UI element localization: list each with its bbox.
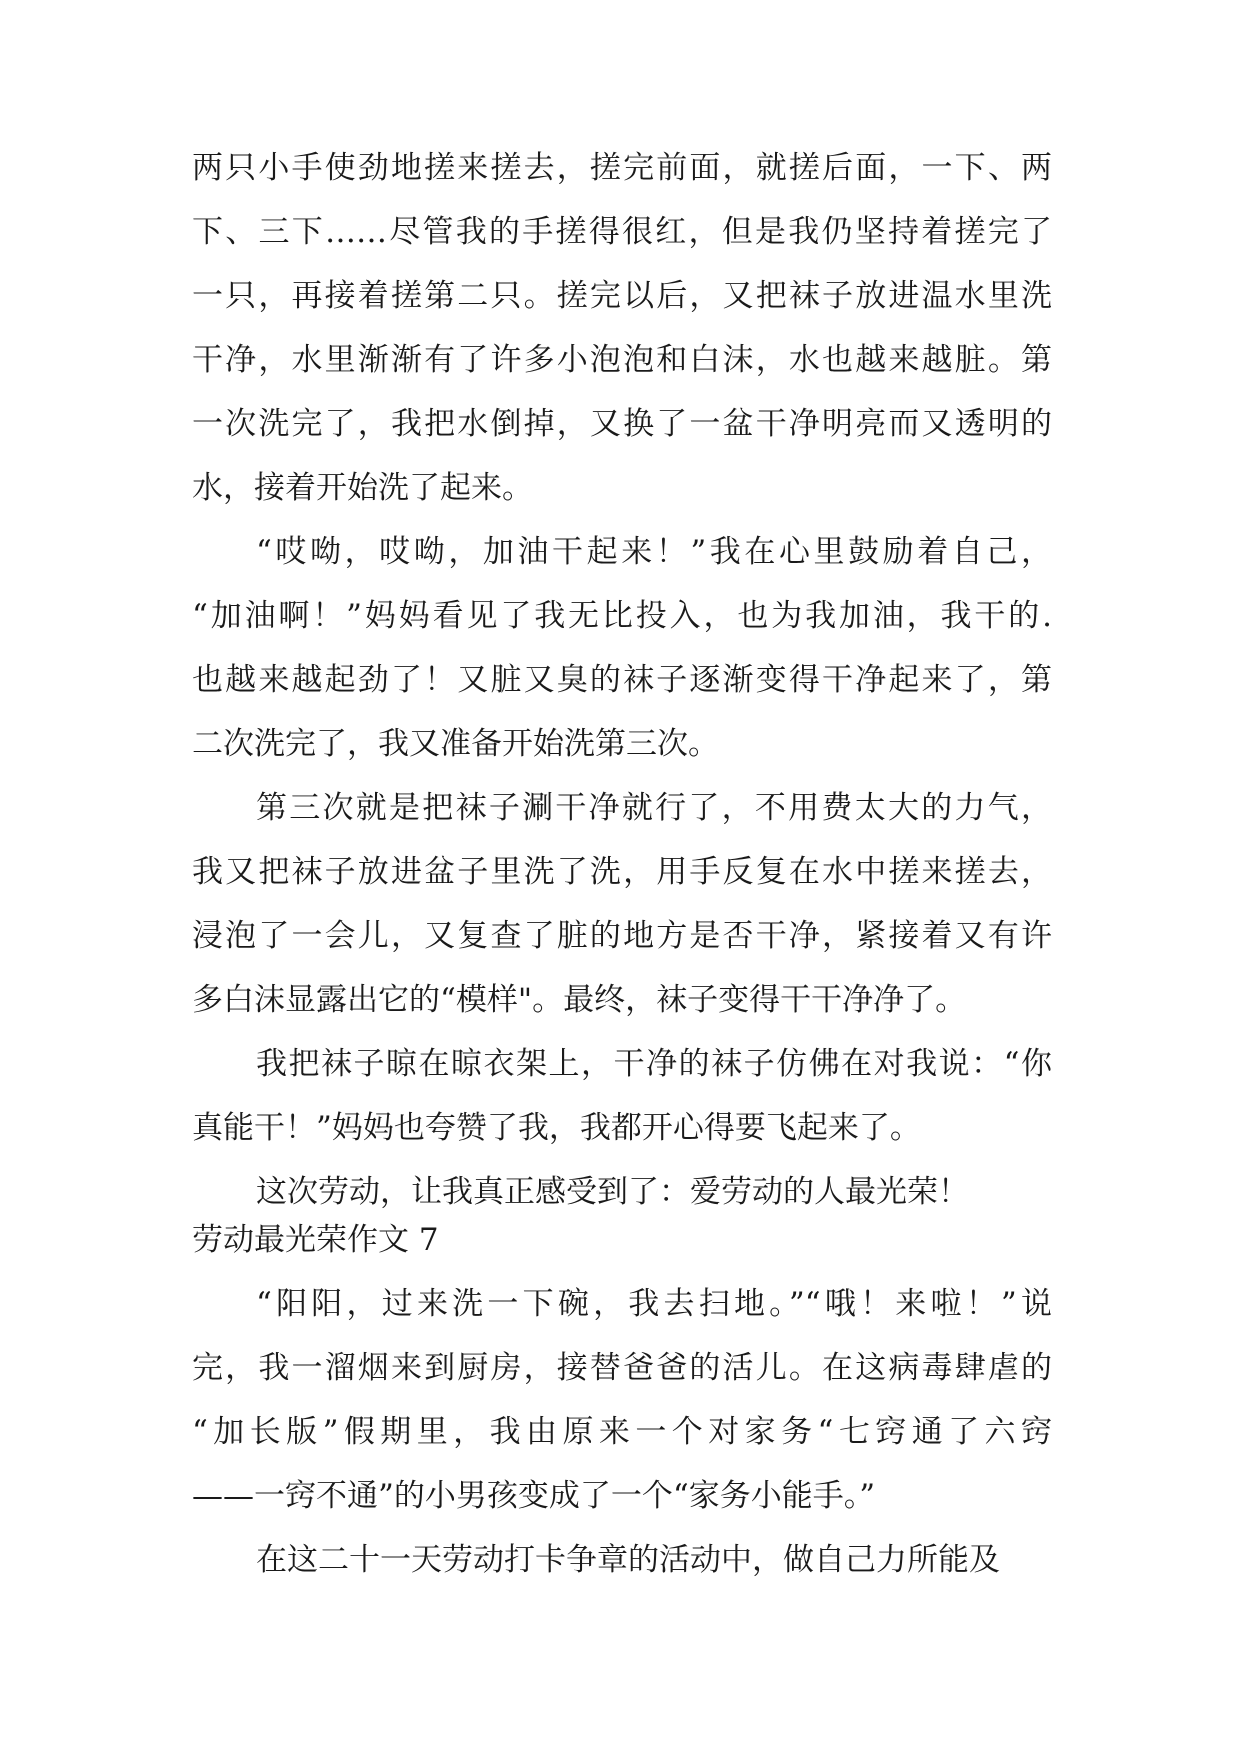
- paragraph-line: 我又把袜子放进盆子里洗了洗，用手反复在水中搓来搓去，: [192, 854, 1052, 890]
- section-paragraph-1: [192, 1272, 1052, 1528]
- paragraph-line: 也越来越起劲了！又脏又臭的袜子逐渐变得干净起来了，第: [192, 662, 1052, 698]
- paragraph-line: 干净，水里渐渐有了许多小泡泡和白沫，水也越来越脏。第: [192, 342, 1052, 378]
- paragraph-line: 一只，再接着搓第二只。搓完以后，又把袜子放进温水里洗: [192, 278, 1052, 314]
- paragraph-2: [192, 520, 1052, 776]
- paragraph-line: 下、三下……尽管我的手搓得很红，但是我仍坚持着搓完了: [192, 214, 1052, 250]
- paragraph-line: 两只小手使劲地搓来搓去，搓完前面，就搓后面，一下、两: [192, 150, 1052, 186]
- paragraph-line: “阳阳，过来洗一下碗，我去扫地。”“哦！来啦！”说: [256, 1286, 1052, 1322]
- paragraph-3: [192, 776, 1052, 1032]
- paragraph-line: 多白沫显露出它的“模样"。最终，袜子变得干干净净了。: [192, 982, 967, 1018]
- paragraph-line: 完，我一溜烟来到厨房，接替爸爸的活儿。在这病毒肆虐的: [192, 1350, 1052, 1386]
- paragraph-line: 水，接着开始洗了起来。: [192, 470, 533, 506]
- paragraph-line: 第三次就是把袜子涮干净就行了，不用费太大的力气，: [256, 790, 1052, 826]
- paragraph-line: “加长版”假期里，我由原来一个对家务“七窍通了六窍: [192, 1414, 1052, 1450]
- paragraph-line: 二次洗完了，我又准备开始洗第三次。: [192, 726, 719, 762]
- paragraph-line: “加油啊！”妈妈看见了我无比投入，也为我加油，我干的.: [192, 598, 1052, 634]
- paragraph-line: 一次洗完了，我把水倒掉，又换了一盆干净明亮而又透明的: [192, 406, 1052, 442]
- paragraph-line: 浸泡了一会儿，又复查了脏的地方是否干净，紧接着又有许: [192, 918, 1052, 954]
- paragraph-line: 我把袜子晾在晾衣架上，干净的袜子仿佛在对我说：“你: [256, 1046, 1052, 1082]
- paragraph-5: [192, 1096, 1052, 1224]
- paragraph-line: ——一窍不通”的小男孩变成了一个“家务小能手。”: [192, 1478, 876, 1514]
- section-paragraph-2: [192, 1528, 1052, 1592]
- paragraph-1: [192, 136, 1052, 520]
- paragraph-line: 这次劳动，让我真正感受到了：爱劳动的人最光荣！: [256, 1174, 969, 1210]
- paragraph-line: 在这二十一天劳动打卡争章的活动中，做自己力所能及: [256, 1542, 1000, 1578]
- section-title: 劳动最光荣作文 7: [192, 1222, 439, 1258]
- paragraph-line: “哎呦，哎呦，加油干起来！”我在心里鼓励着自己，: [256, 534, 1052, 570]
- paragraph-line: 真能干！”妈妈也夸赞了我，我都开心得要飞起来了。: [192, 1110, 921, 1146]
